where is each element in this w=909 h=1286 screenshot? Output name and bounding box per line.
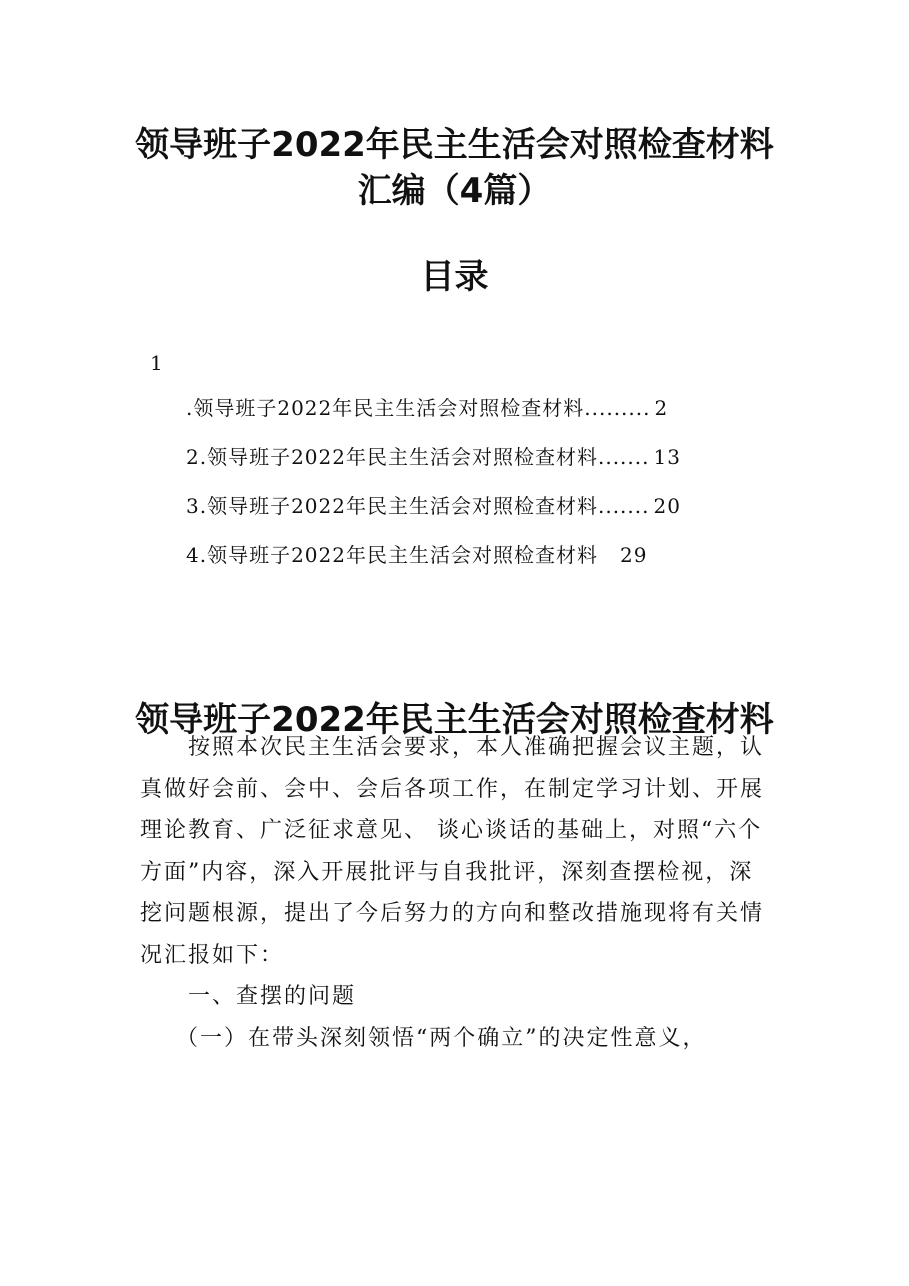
toc-entry-leader: .........: [584, 396, 651, 420]
toc-entry-text: 2.领导班子2022年民主生活会对照检查材料: [186, 445, 598, 469]
toc-entry-text: 3.领导班子2022年民主生活会对照检查材料: [186, 494, 598, 518]
toc-entry-page: 2: [654, 396, 669, 420]
toc-entry-page: 13: [653, 445, 681, 469]
section-title: 领导班子2022年民主生活会对照检查材料: [135, 700, 774, 741]
toc-stray-number: 1: [150, 351, 163, 375]
toc-entry-page: 29: [619, 543, 648, 567]
toc-entry[interactable]: [186, 540, 647, 570]
toc-heading: 目录: [420, 257, 489, 297]
paragraph: 按照本次民主生活会要求，本人准确把握会议主题，认真做好会前、会中、会后各项工作，在制定学习计划、开展理论教育、广泛征求意见、 谈心谈话的基础上，对照“六个方面”内容，深入开展批评与自我批评，深刻查摆检视，深挖问题根源，提出了今后努力的方向和整改措施现将有关情况汇报如下：: [140, 735, 765, 968]
toc-entry-leader: .......: [597, 494, 650, 518]
toc-entry-leader: .......: [597, 445, 650, 469]
section-heading-level-1: 一、查摆的问题: [188, 984, 357, 1009]
toc-entry[interactable]: [186, 442, 681, 472]
toc-entry-text: .领导班子2022年民主生活会对照检查材料: [186, 396, 585, 420]
body-text: [140, 727, 770, 1059]
toc-entry[interactable]: [186, 491, 681, 521]
toc-entry-page: 20: [653, 494, 681, 518]
toc-entry[interactable]: [186, 393, 668, 423]
toc-entry-text: 4.领导班子2022年民主生活会对照检查材料: [186, 543, 598, 567]
section-heading-level-2: （一）在带头深刻领悟“两个确立”的决定性意义，: [176, 1025, 707, 1051]
document-title-line-2: 汇编（4篇）: [357, 171, 552, 211]
document-title-line-1: 领导班子2022年民主生活会对照检查材料: [135, 125, 774, 165]
